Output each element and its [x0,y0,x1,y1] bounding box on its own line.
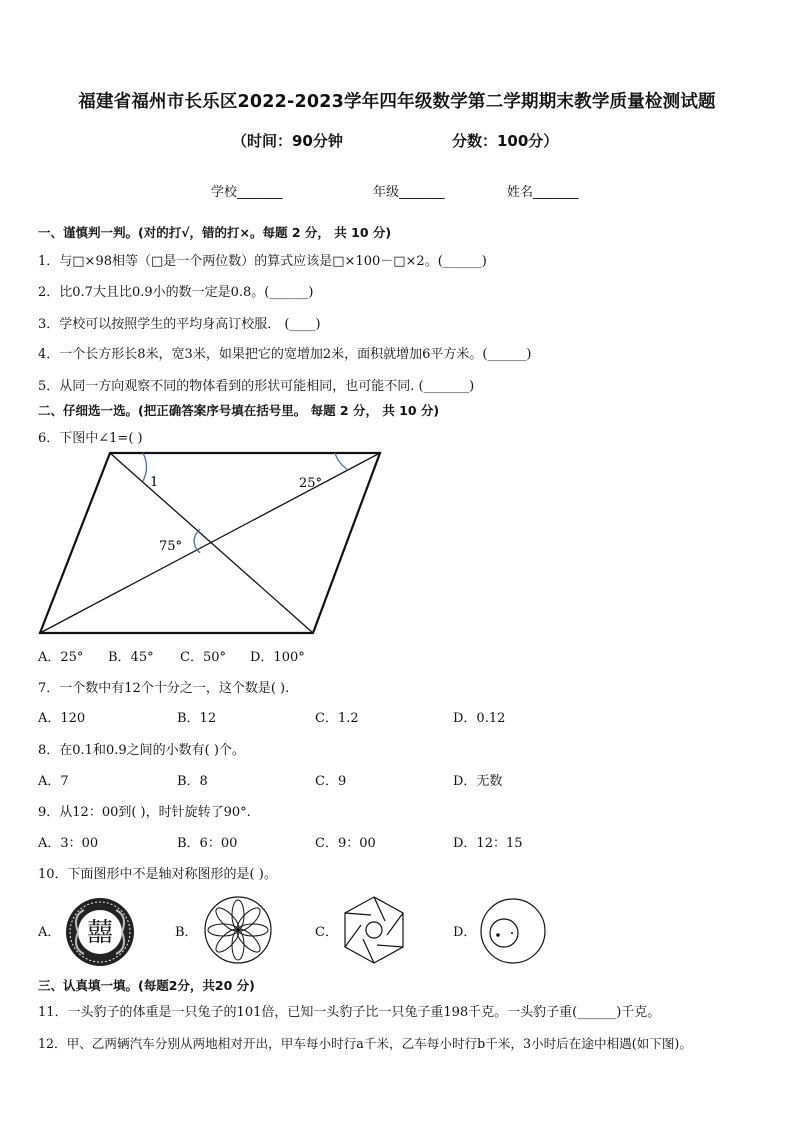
section3-heading: 三、认真填一填。(每题2分，共20 分) [38,978,255,993]
question-5: 5．从同一方向观察不同的物体看到的形状可能相同，也可能不同. (_______) [38,379,475,394]
q7-option-d[interactable]: D．0.12 [453,711,506,726]
q9-option-b[interactable]: B．6：00 [177,836,238,851]
q6-option-c[interactable]: C．50° [180,650,226,665]
q10-option-a[interactable]: A． [38,925,61,940]
question-11: 11．一头豹子的体重是一只兔子的101倍，已知一头豹子比一只兔子重198千克。一头豹子重(______)千克。 [38,1005,661,1020]
q9-option-a[interactable]: A．3：00 [38,836,99,851]
question-7: 7．一个数中有12个十分之一，这个数是( ). [38,681,290,696]
question-6: 6．下图中∠1=( ) [38,431,143,446]
name-field[interactable]: 姓名_______ [507,185,579,200]
angle-1-label: 1 [150,475,159,490]
school-field[interactable]: 学校_______ [211,185,283,200]
question-12: 12．甲、乙两辆汽车分别从两地相对开出，甲车每小时行a千米，乙车每小时行b千米，3小时后在途中相遇(如下图)。 [38,1036,692,1051]
q8-option-b[interactable]: B．8 [177,774,208,789]
angle-75-label: 75° [159,539,183,554]
angle-25-label: 25° [299,476,323,491]
q8-option-a[interactable]: A．7 [38,774,69,789]
section2-heading: 二、仔细选一选。(把正确答案序号填在括号里。 每题 2 分， 共 10 分) [38,403,440,418]
q9-option-d[interactable]: D．12：15 [453,836,523,851]
flower-rosette-figure [203,895,273,965]
question-4: 4．一个长方形长8米，宽3米，如果把它的宽增加2米，面积就增加6平方米。(______) [38,347,532,362]
q10-option-b[interactable]: B． [175,925,198,940]
q9-option-c[interactable]: C．9：00 [315,836,376,851]
emblem-character: 囍 [86,918,114,948]
parallelogram-figure [30,445,390,640]
angle-1-arc [143,453,147,481]
question-1: 1．与□×98相等（□是一个两位数）的算式应该是□×100－□×2。(______) [38,254,487,269]
section1-heading: 一、谨慎判一判。(对的打√，错的打×。每题 2 分， 共 10 分) [38,225,392,240]
q6-option-a[interactable]: A．25° [38,650,84,665]
pinwheel-hexagon-figure [337,893,412,968]
q10-option-c[interactable]: C． [315,925,338,940]
question-10: 10．下面图形中不是轴对称图形的是( )。 [38,867,277,882]
q7-option-c[interactable]: C．1.2 [315,711,359,726]
question-9: 9．从12：00到( )，时针旋转了90°. [38,805,251,820]
double-happiness-emblem [64,896,136,968]
diagonal-2 [40,453,380,633]
q7-option-a[interactable]: A．120 [38,711,86,726]
q8-option-c[interactable]: C．9 [315,774,347,789]
q7-option-b[interactable]: B．12 [177,711,217,726]
exam-time: （时间：90分钟 [232,132,343,150]
diagonal-1 [110,453,313,633]
exam-score: 分数：100分） [452,132,559,150]
q6-option-b[interactable]: B．45° [108,650,154,665]
q8-option-d[interactable]: D．无数 [453,774,503,789]
question-8: 8．在0.1和0.9之间的小数有( )个。 [38,743,245,758]
grade-field[interactable]: 年级_______ [373,185,445,200]
q6-option-d[interactable]: D．100° [250,650,305,665]
question-2: 2．比0.7大且比0.9小的数一定是0.8。(______) [38,285,314,300]
q10-option-d[interactable]: D． [453,925,477,940]
question-3: 3．学校可以按照学生的平均身高订校服． (____) [38,317,321,332]
page-title: 福建省福州市长乐区2022-2023学年四年级数学第二学期期末教学质量检测试题 [78,92,716,112]
concentric-circles-figure [478,896,548,966]
angle-25-arc [335,453,348,470]
